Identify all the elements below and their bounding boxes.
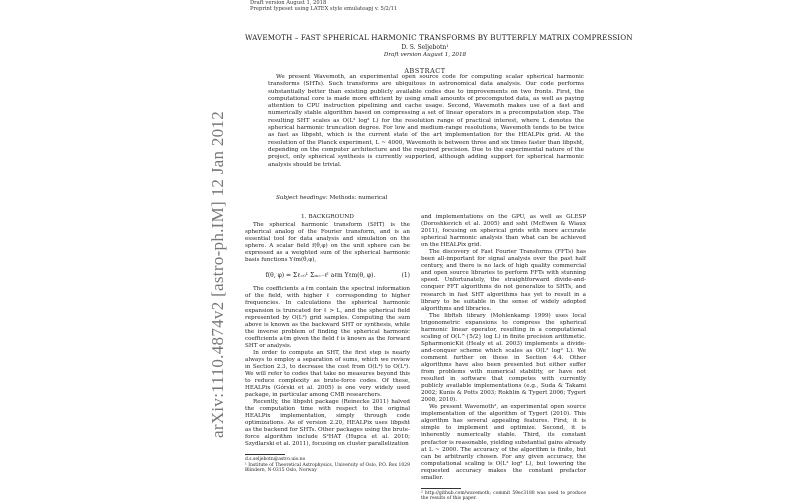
preprint-header xyxy=(250,0,397,13)
footnote-rule xyxy=(245,454,285,455)
draft-date: Draft version August 1, 2018 xyxy=(383,52,467,58)
paper-title: WAVEMOTH – FAST SPHERICAL HARMONIC TRANSFORMS BY BUTTERFLY MATRIX COMPRESSION xyxy=(245,33,633,42)
paragraph: The coefficients aℓm contain the spectral information of the field, with higher ℓ corresponding to higher frequencies. In calculations the spherical harmonic expansion is truncated for ℓ > L, and the spherical field represented by O(L²) grid samples. Computing the sum above is known as the backward SHT or synthesis, while the inverse problem of finding the spherical harmonic coefficients aℓm given the field f is known as the forward SHT or analysis. xyxy=(245,286,410,349)
abstract-heading: ABSTRACT xyxy=(404,67,446,75)
paragraph: The libftsh library (Mohlenkamp 1999) uses local trigonometric expansions to compress the spherical harmonic linear operator, resulting in a computational scaling of O(L^{5/2} log L) in finite precision arithmetic. SpharmonicKit (Healy et al. 2003) implements a divide-and-conquer scheme which scales as O(L² log² L). We comment further on these in Section 4.4. Other algorithms have also been presented but either suffer from problems with numerical stability, or have not resulted in software that competes with currently publicly available implementations (e.g., Suda & Takami 2002; Kunis & Potts 2003; Rokhlin & Tygert 2006; Tygert 2008, 2010). xyxy=(421,312,586,404)
equation-1 xyxy=(245,272,410,279)
footnote-rule xyxy=(421,488,461,489)
paragraph: The discovery of Fast Fourier Transforms (FFTs) has been all-important for signal analysis over the past half century, and there is no lack of high quality commercial and open source libraries to perform FFTs with stunning speed. Unfortunately, the straightforward divide-and-conquer FFT algorithms do not generalize to SHTs, and research in fast SHT algorithms has yet to result in a library to be suitable in the sense of widely adopted algorithms and libraries. xyxy=(421,249,586,312)
paragraph: The spherical harmonic transform (SHT) is the spherical analog of the Fourier transform, and is an essential tool for data analysis and simulation on the sphere. A scalar field f(θ,φ) on the unit sphere can be expressed as a weighted sum of the spherical harmonic basis functions Yℓm(θ,φ), xyxy=(245,222,410,264)
right-column xyxy=(421,214,586,502)
subject-headings-label: Subject headings: xyxy=(276,195,328,201)
draft-line: Draft version August 1, 2018 xyxy=(250,0,327,6)
section-heading-background: 1. BACKGROUND xyxy=(301,214,354,220)
abstract-text: We present Wavemoth, an experimental open source code for computing scalar spherical harmonic transforms (SHTs). Such transforms are ubiquitous in astronomical data analysis. Our code performs substantially better than existing publicly available codes due to improvements on two fronts. First, the computational core is made more efficient by using small amounts of precomputed data, as well as paying attention to CPU instruction pipelining and cache usage. Second, Wavemoth makes use of a fast and numerically stable algorithm based on compressing a set of linear operators in a precomputation step. The resulting SHT scales as O(L² log² L) for the resolution range of practical interest, where L denotes the spherical harmonic truncation degree. For low and medium-range resolutions, Wavemoth tends to be twice as fast as libpsht, which is the current state of the art implementation for the HEALPix grid. At the resolution of the Planck experiment, L ~ 4000, Wavemoth is between three and six times faster than libpsht, depending on the computer architecture and the required precision. Due to the experimental nature of the project, only spherical synthesis is currently supported, although adding support for spherical harmonic analysis should be trivial. xyxy=(268,74,584,168)
left-column xyxy=(245,214,410,474)
arxiv-stamp[interactable]: arXiv:1110.4874v2 [astro-ph.IM] 12 Jan 2012 xyxy=(208,110,227,438)
subject-headings-value: Methods: numerical xyxy=(329,195,388,201)
footnote-affiliation: ¹ Institute of Theoretical Astrophysics, University of Oslo, P.O. Box 1029 Blindern, N-0315 Oslo, Norway xyxy=(245,462,410,474)
paragraph: In order to compute an SHT, the first step is nearly always to employ a separation of sums, which we review in Section 2.3, to decrease the cost from O(L⁴) to O(L³). We will refer to codes that take no measures beyond this to reduce complexity as brute-force codes. Of these, HEALPix (Górski et al. 2005) is one very widely used package, in particular among CMB researchers. xyxy=(245,349,410,399)
equation-body: f(θ, φ) = Σℓ₌₀ᴸ Σₘ₌₋ℓˡ aℓm Yℓm(θ, φ). xyxy=(265,272,376,280)
equation-number: (1) xyxy=(401,272,410,280)
paragraph: and implementations on the GPU, as well as GLESP (Doroshkevich et al. 2005) and ssht (McEwen & Wiaux 2011), focusing on spherical grids with more accurate spherical harmonic analysis than what can be achieved on the HEALPix grid. xyxy=(421,214,586,249)
footnote-email[interactable]: d.s.seljebotn@astro.uio.no xyxy=(245,457,306,463)
author: D. S. Seljebotn¹ xyxy=(401,44,449,51)
paragraph: Recently, the libpsht package (Reinecke 2011) halved the computation time with respect to the original HEALPix implementation, simply through code optimizations. As of version 2.20, HEALPix uses libpsht as the backend for SHTs. Other packages using the brute-force algorithm include S²HAT (Hupca et al. 2010; Szydlarski et al. 2011), focusing on cluster parallelization xyxy=(245,399,410,448)
paragraph: We present Wavemoth², an experimental open source implementation of the algorithm of Tygert (2010). This algorithm has several appealing features. First, it is simple to implement and optimize. Second, it is inherently numerically stable. Third, its constant prefactor is reasonable, yielding substantial gains already at L ~ 2000. The accuracy of the algorithm is finite, but can be arbitrarily chosen. For any given accuracy, the computational scaling is O(L² log² L), but lowering the requested accuracy makes the constant prefactor smaller. xyxy=(421,404,586,481)
subject-headings xyxy=(276,195,387,201)
footnote-github[interactable]: ² http://github.com/wavemoth; commit 59ec3188 was used to produce the results of this paper. xyxy=(421,490,586,502)
preprint-line: Preprint typeset using LATEX style emulateapj v. 5/2/11 xyxy=(250,6,398,13)
